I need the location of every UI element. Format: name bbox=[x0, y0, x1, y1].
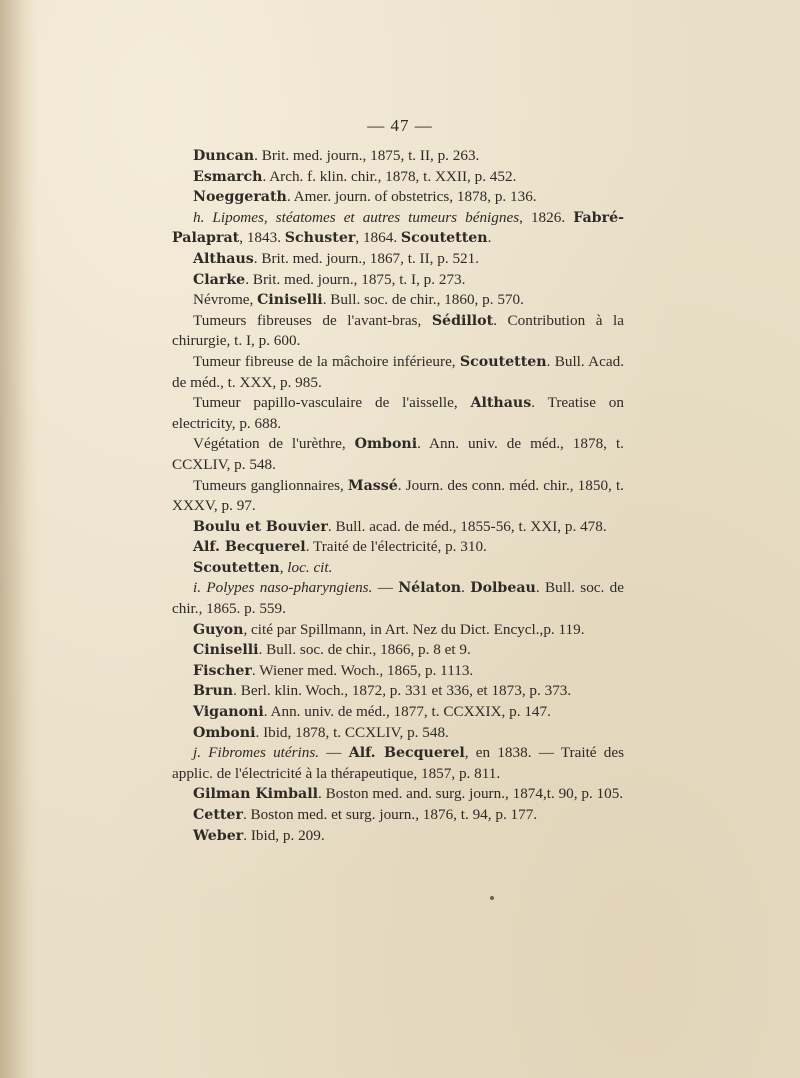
section-heading: loc. cit. bbox=[287, 558, 333, 576]
author-name: Alf. Becquerel bbox=[348, 745, 465, 762]
author-name: Ciniselli bbox=[257, 292, 323, 309]
citation-text: . Bull. soc. de chir., 1860, p. 570. bbox=[322, 291, 524, 309]
citation-text: , 1826. bbox=[519, 208, 574, 226]
citation-text: . Journ. des conn. méd. chir., 1850, t. XXXV, p. 97. bbox=[172, 476, 624, 515]
reference-entry bbox=[172, 352, 624, 393]
reference-entry bbox=[172, 640, 624, 661]
author-name: Massé bbox=[347, 477, 398, 494]
author-name: Duncan bbox=[193, 148, 255, 164]
reference-list bbox=[172, 146, 624, 846]
reference-entry bbox=[172, 558, 624, 579]
citation-text: . Boston med. and. surg. journ., 1874,t. 90, p. 105. bbox=[317, 785, 624, 803]
citation-text: , 1843. bbox=[239, 229, 285, 247]
author-name: Fabré-Palaprat bbox=[172, 209, 624, 247]
reference-entry bbox=[172, 537, 624, 558]
citation-text: — bbox=[372, 579, 399, 597]
reference-entry bbox=[172, 434, 624, 475]
author-name: Fischer bbox=[193, 662, 252, 679]
citation-text: Tumeur papillo-vasculaire de l'aisselle, bbox=[193, 394, 471, 412]
author-name: Gilman Kimball bbox=[193, 786, 318, 803]
citation-text: . Wiener med. Woch., 1865, p. 1113. bbox=[251, 661, 474, 679]
reference-entry bbox=[172, 826, 624, 847]
section-heading: j. Fibromes utérins. bbox=[193, 744, 320, 762]
citation-text: Tumeurs ganglionnaires, bbox=[193, 476, 348, 494]
author-name: Scoutetten bbox=[400, 230, 488, 247]
reference-entry bbox=[172, 167, 624, 188]
citation-text: . Ann. univ. de méd., 1878, t. CCXLIV, p. 548. bbox=[172, 435, 624, 473]
section-heading: i. Polypes naso-pharyngiens. bbox=[193, 579, 373, 597]
citation-text: . Ann. univ. de méd., 1877, t. CCXXIX, p. 147. bbox=[263, 703, 551, 721]
book-spine-shadow bbox=[0, 0, 38, 1078]
reference-entry bbox=[172, 743, 624, 784]
citation-text: . Brit. med. journ., 1867, t. II, p. 521. bbox=[253, 249, 480, 267]
citation-text: . bbox=[461, 579, 471, 597]
author-name: Dolbeau bbox=[470, 580, 536, 597]
citation-text: . Bull. soc. de chir., 1866, p. 8 et 9. bbox=[258, 641, 471, 659]
citation-text: . Treatise on electricity, p. 688. bbox=[172, 394, 624, 432]
citation-text: . Brit. med. journ., 1875, t. I, p. 273. bbox=[245, 270, 466, 288]
author-name: Alf. Becquerel bbox=[193, 539, 306, 556]
reference-entry bbox=[172, 784, 624, 805]
author-name: Weber bbox=[193, 827, 244, 844]
reference-entry bbox=[172, 146, 624, 167]
author-name: Noeggerath bbox=[193, 189, 287, 206]
citation-text: Végétation de l'urèthre, bbox=[193, 435, 355, 453]
reference-entry bbox=[172, 249, 624, 270]
citation-text: Névrome, bbox=[193, 291, 258, 309]
citation-text: — bbox=[319, 744, 349, 762]
reference-entry bbox=[172, 517, 624, 538]
citation-text: . Arch. f. klin. chir., 1878, t. XXII, p. 452. bbox=[262, 167, 517, 185]
author-name: Scoutetten bbox=[459, 353, 547, 370]
citation-text: . Bull. Acad. de méd., t. XXX, p. 985. bbox=[172, 352, 624, 391]
reference-entry bbox=[172, 476, 624, 517]
reference-entry bbox=[172, 661, 624, 682]
citation-text: . Bull. soc. de chir., 1865. p. 559. bbox=[172, 579, 624, 618]
author-name: Guyon bbox=[193, 621, 244, 638]
citation-text: . Boston med. et surg. journ., 1876, t. 94, p. 177. bbox=[242, 806, 538, 823]
citation-text: . Brit. med. journ., 1875, t. II, p. 263. bbox=[254, 147, 480, 164]
author-name: Boulu et Bouvier bbox=[193, 518, 328, 535]
citation-text: . Berl. klin. Woch., 1872, p. 331 et 336, et 1873, p. 373. bbox=[233, 682, 572, 700]
reference-entry bbox=[172, 208, 624, 249]
page-number: — 47 — bbox=[367, 116, 433, 135]
author-name: Althaus bbox=[193, 250, 254, 267]
author-name: Scoutetten bbox=[193, 559, 280, 576]
reference-entry bbox=[172, 270, 624, 291]
citation-text: , 1864. bbox=[355, 229, 401, 247]
citation-text: , cité par Spillmann, in Art. Nez du Dict. Encycl.,p. 119. bbox=[243, 620, 585, 638]
reference-entry bbox=[172, 187, 624, 208]
citation-text: . Traité de l'électricité, p. 310. bbox=[305, 538, 487, 556]
citation-text: , bbox=[279, 558, 288, 576]
page-body bbox=[172, 118, 624, 846]
citation-text: . Ibid, p. 209. bbox=[243, 826, 325, 844]
reference-entry bbox=[172, 578, 624, 619]
author-name: Sédillot bbox=[431, 312, 494, 329]
author-name: Althaus bbox=[470, 395, 532, 412]
citation-text: Tumeur fibreuse de la mâchoire inférieure, bbox=[193, 352, 460, 370]
reference-entry bbox=[172, 723, 624, 744]
reference-entry bbox=[172, 290, 624, 311]
author-name: Clarke bbox=[193, 271, 246, 288]
reference-entry bbox=[172, 311, 624, 352]
author-name: Nélaton bbox=[398, 580, 462, 597]
reference-entry bbox=[172, 620, 624, 641]
reference-entry bbox=[172, 393, 624, 434]
author-name: Schuster bbox=[284, 230, 356, 247]
author-name: Omboni bbox=[354, 436, 418, 453]
citation-text: . Contribution à la chirurgie, t. I, p. 600. bbox=[172, 311, 624, 350]
reference-entry bbox=[172, 805, 624, 826]
ink-speck bbox=[490, 896, 494, 900]
citation-text: Tumeurs fibreuses de l'avant-bras, bbox=[193, 311, 432, 329]
citation-text: . Amer. journ. of obstetrics, 1878, p. 136. bbox=[286, 188, 537, 206]
reference-entry bbox=[172, 681, 624, 702]
citation-text: . bbox=[487, 229, 492, 247]
citation-text: , en 1838. — Traité des applic. de l'électricité à la thérapeutique, 1857, p. 811. bbox=[172, 744, 625, 782]
author-name: Cetter bbox=[193, 807, 243, 823]
citation-text: . Ibid, 1878, t. CCXLIV, p. 548. bbox=[255, 723, 449, 741]
section-heading: h. Lipomes, stéatomes et autres tumeurs bénignes bbox=[193, 208, 520, 226]
author-name: Omboni bbox=[193, 724, 256, 741]
author-name: Esmarch bbox=[193, 168, 263, 185]
author-name: Ciniselli bbox=[193, 642, 259, 659]
author-name: Brun bbox=[193, 683, 234, 700]
author-name: Viganoni bbox=[193, 704, 264, 721]
reference-entry bbox=[172, 702, 624, 723]
citation-text: . Bull. acad. de méd., 1855-56, t. XXI, p. 478. bbox=[327, 517, 607, 535]
